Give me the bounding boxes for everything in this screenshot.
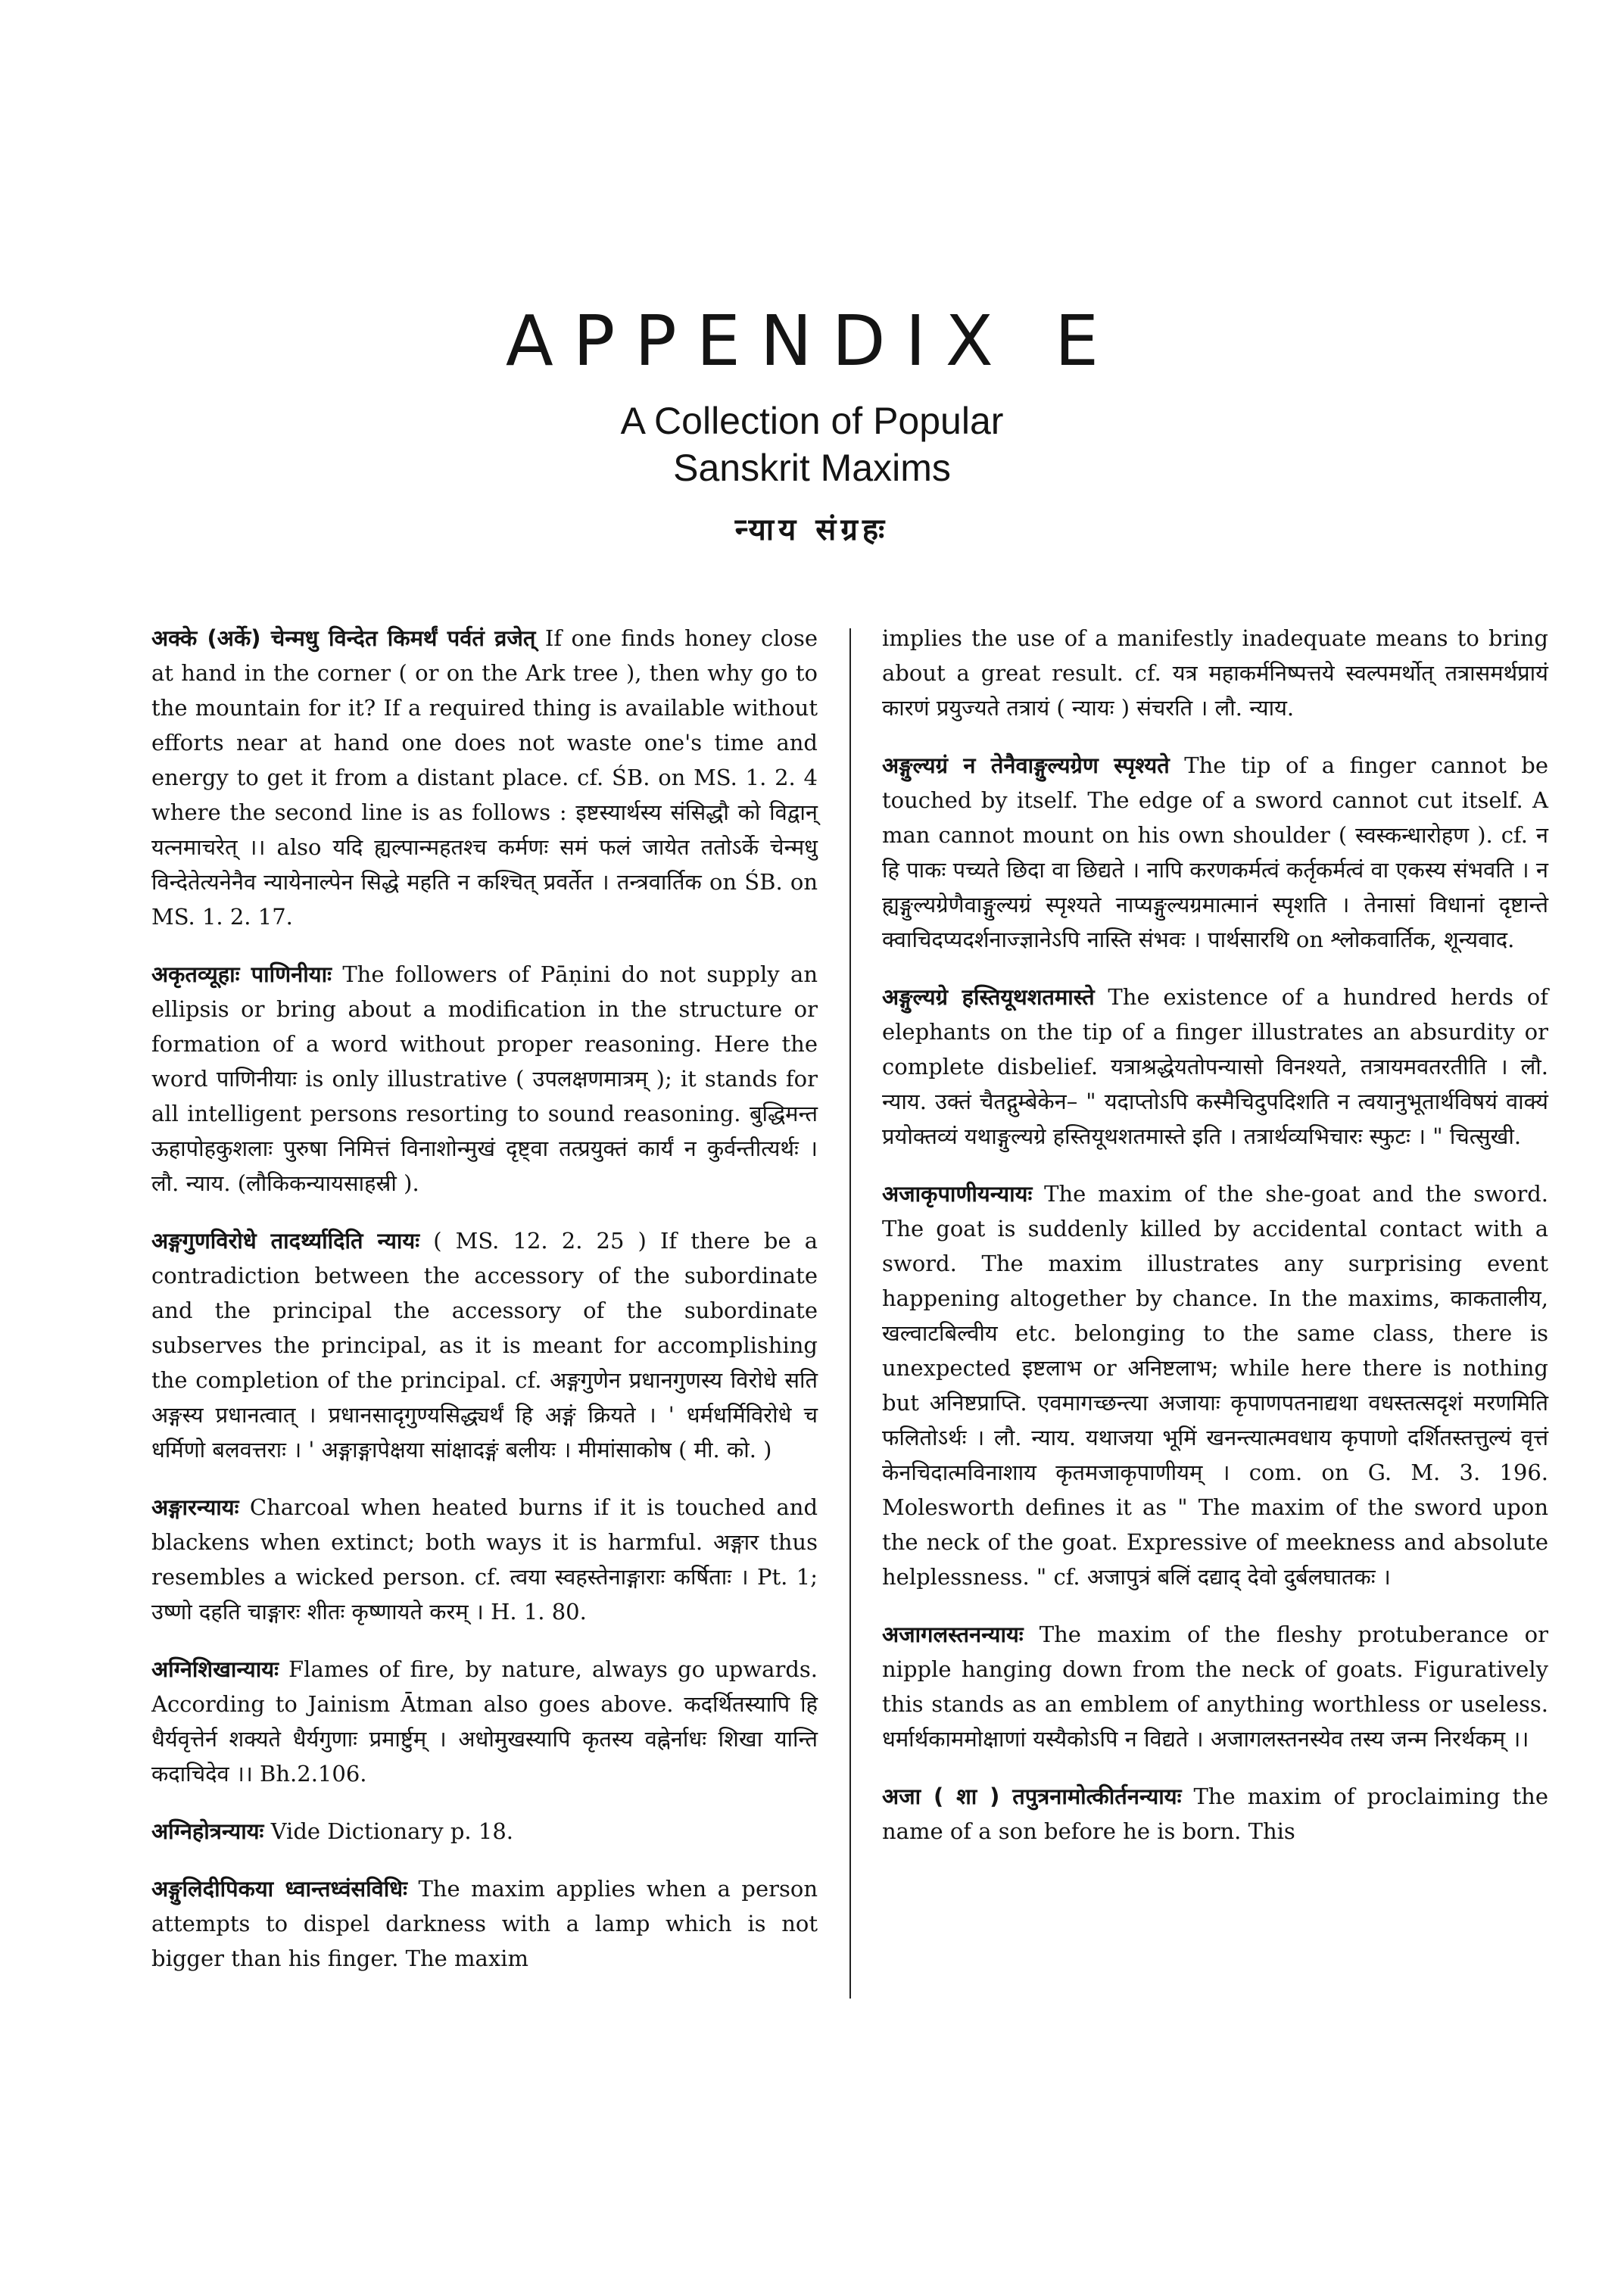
maxim-headword: अक्के (अर्के) चेन्मधु विन्देत किमर्थं पर्वतं व्रजेत् bbox=[151, 625, 536, 651]
maxim-headword: अङ्गगुणविरोधे तादर्थ्यादिति न्यायः bbox=[151, 1228, 420, 1254]
maxim-entry bbox=[151, 1490, 818, 1629]
maxim-entry bbox=[882, 1779, 1548, 1849]
maxim-text: The followers of Pāṇini do not supply an ellipsis or bring about a modification in the structure or formation of a word without proper reasoning. Here the word पाणिनीयाः is only illustrative ( उपलक्षणमात्रम् ); it stands for all intelligent persons resorting to sound reasoning. बुद्धिमन्त ऊहापोहकुशलाः पुरुषा निमित्तं विनाशोन्मुखं दृष्ट्वा तत्प्रयुक्तं कार्यं न कुर्वन्तीत्यर्थः । लौ. न्याय. (लौकिकन्यायसाहस्री ). bbox=[151, 961, 818, 1196]
maxim-entry bbox=[151, 1223, 818, 1467]
right-column bbox=[882, 621, 1548, 1871]
maxim-entry bbox=[151, 1814, 818, 1849]
maxim-headword: अकृतव्यूहाः पाणिनीयाः bbox=[151, 961, 332, 987]
maxim-text: implies the use of a manifestly inadequate means to bring about a great result. cf. यत्र महाकर्मनिष्पत्तये स्वल्पमर्थोत् तत्रासमर्थप्रायं कारणं प्रयुज्यते तत्रायं ( न्यायः ) संचरति । लौ. न्याय. bbox=[882, 625, 1548, 721]
maxim-text: The existence of a hundred herds of elephants on the tip of a finger illustrates an absurdity or complete disbelief. यत्राश्रद्धेयतोपन्यासो विनश्यते, तत्रायमवतरतीति । लौ. न्याय. उक्तं चैतद्गुम्बेकेन– " यदाप्तोऽपि कस्मैचिदुपदिशति न त्वयानुभूतार्थविषयं वाक्यं प्रयोक्तव्यं यथाङ्गुल्यग्रे हस्तियूथशतमास्ते इति । तत्रार्थव्यभिचारः स्फुटः । " चित्सुखी. bbox=[882, 984, 1548, 1149]
maxim-headword: अजागलस्तनन्यायः bbox=[882, 1622, 1024, 1647]
maxim-text: If one finds honey close at hand in the corner ( or on the Ark tree ), then why go to the mountain for it? If a required thing is available without efforts near at hand one does not waste one's time and energy to get it from a distant place. cf. ŚB. on MS. 1. 2. 4 where the second line is as follows : इष्टस्यार्थस्य संसिद्धौ को विद्वान् यत्नमाचरेत् ।। also यदि ह्यल्पान्महतश्च कर्मणः समं फलं जायेत ततोऽर्के चेन्मधु विन्देतेत्यनेनैव न्यायेनाल्पेन सिद्धे महति न कश्चित् प्रवर्तेत । तन्त्रवार्तिक on ŚB. on MS. 1. 2. 17. bbox=[151, 625, 818, 930]
maxim-headword: अग्निहोत्रन्यायः bbox=[151, 1818, 264, 1844]
maxim-entry bbox=[882, 980, 1548, 1154]
maxim-text: The maxim of the fleshy protuberance or nipple hanging down from the neck of goats. Figuratively this stands as an emblem of anything worthless or useless. धर्मार्थकाममोक्षाणां यस्यैकोऽपि न विद्यते । अजागलस्तनस्येव तस्य जन्म निरर्थकम् ।। bbox=[882, 1622, 1549, 1752]
maxim-entry bbox=[151, 1652, 818, 1791]
maxim-entry bbox=[882, 1617, 1548, 1756]
column-divider bbox=[849, 628, 851, 1999]
subtitle-line-1: A Collection of Popular bbox=[620, 400, 1004, 442]
subtitle-line-2: Sanskrit Maxims bbox=[673, 447, 951, 489]
maxim-entry bbox=[882, 1176, 1548, 1594]
page-title: APPENDIX E bbox=[505, 301, 1119, 382]
maxim-headword: अङ्गारन्यायः bbox=[151, 1494, 239, 1520]
maxim-headword: अजाकृपाणीयन्यायः bbox=[882, 1181, 1033, 1207]
maxim-headword: अजा ( शा ) तपुत्रनामोत्कीर्तनन्यायः bbox=[882, 1784, 1182, 1809]
maxim-entry bbox=[151, 957, 818, 1201]
maxim-text: The tip of a finger cannot be touched by itself. The edge of a sword cannot cut itself. A man cannot mount on his own shoulder ( स्वस्कन्धारोहण ). cf. न हि पाकः पच्यते छिदा वा छिद्यते । नापि करणकर्मत्वं कर्तृकर्मत्वं वा एकस्य संभवति । न ह्यङ्गुल्यग्रेणैवाङ्गुल्यग्रं स्पृश्यते नाप्यङ्गुल्यग्रमात्मानं स्पृशति । तेनासां विधानां दृष्टान्ते क्वाचिदप्यदर्शनाज्ज्ञानेऽपि नास्ति संभवः । पार्थसारथि on श्लोकवार्तिक, शून्यवाद. bbox=[882, 752, 1548, 952]
maxim-entry bbox=[882, 748, 1548, 957]
maxim-entry bbox=[151, 621, 818, 934]
maxim-text: The maxim of the she-goat and the sword. The goat is suddenly killed by accidental contact with a sword. The maxim illustrates any surprising event happening altogether by chance. In the maxims, काकतालीय, खल्वाटबिल्वीय etc. belonging to the same class, there is unexpected इष्टलाभ or अनिष्टलाभ; while here there is nothing but अनिष्टप्राप्ति. एवमागच्छन्त्या अजायाः कृपाणपतनाद्यथा वधस्तत्सदृशं मरणमिति फलितोऽर्थः । लौ. न्याय. यथाजया भूमिं खनन्त्यात्मवधाय कृपाणो दर्शितस्तत्तुल्यं वृत्तं केनचिदात्मविनाशाय कृतमजाकृपाणीयम् । com. on G. M. 3. 196. Molesworth defines it as " The maxim of the sword upon the neck of the goat. Expressive of meekness and absolute helplessness. " cf. अजापुत्रं बलिं दद्याद् देवो दुर्बलघातकः । bbox=[882, 1181, 1548, 1590]
maxim-headword: अङ्गुल्यग्रे हस्तियूथशतमास्ते bbox=[882, 984, 1095, 1010]
maxim-entry bbox=[882, 621, 1548, 725]
maxim-text: The maxim applies when a person attempts to dispel darkness with a lamp which is not bigger than his finger. The maxim bbox=[151, 1876, 818, 1971]
maxim-headword: अङ्गुल्यग्रं न तेनैवाङ्गुल्यग्रेण स्पृश्यते bbox=[882, 752, 1170, 778]
page-subtitle bbox=[0, 397, 1624, 491]
devanagari-title: न्याय संग्रहः bbox=[734, 512, 890, 547]
maxim-text: Charcoal when heated burns if it is touched and blackens when extinct; both ways it is harmful. अङ्गार thus resembles a wicked person. cf. त्वया स्वहस्तेनाङ्गाराः कर्षिताः । Pt. 1; उष्णो दहति चाङ्गारः शीतः कृष्णायते करम् । H. 1. 80. bbox=[151, 1494, 818, 1625]
maxim-headword: अग्निशिखान्यायः bbox=[151, 1656, 279, 1682]
maxim-text: Vide Dictionary p. 18. bbox=[270, 1818, 513, 1844]
maxim-text: The maxim of proclaiming the name of a son before he is born. This bbox=[882, 1784, 1548, 1844]
maxim-entry bbox=[151, 1871, 818, 1976]
maxim-text: Flames of fire, by nature, always go upwards. According to Jainism Ātman also goes above. कदर्थितस्यापि हि धैर्यवृत्तेर्न शक्यते धैर्यगुणाः प्रमार्ष्टुम् । अधोमुखस्यापि कृतस्य वह्नेर्नाधः शिखा यान्ति कदाचिदेव ।। Bh.2.106. bbox=[151, 1656, 818, 1787]
maxim-headword: अङ्गुलिदीपिकया ध्वान्तध्वंसविधिः bbox=[151, 1876, 407, 1902]
maxim-text: ( MS. 12. 2. 25 ) If there be a contradiction between the accessory of the subordinate and the principal the accessory of the subordinate subserves the principal, as it is meant for accomplishing the completion of the principal. cf. अङ्गगुणेन प्रधानगुणस्य विरोधे सति अङ्गस्य प्रधानत्वात् । प्रधानसादृगुण्यसिद्ध्यर्थं हि अङ्गं क्रियते । ' धर्मधर्मिविरोधे च धर्मिणो बलवत्तराः । ' अङ्गाङ्गापेक्षया सांक्षादङ्गं बलीयः । मीमांसाकोष ( मी. को. ) bbox=[151, 1228, 818, 1463]
left-column bbox=[151, 621, 818, 1999]
